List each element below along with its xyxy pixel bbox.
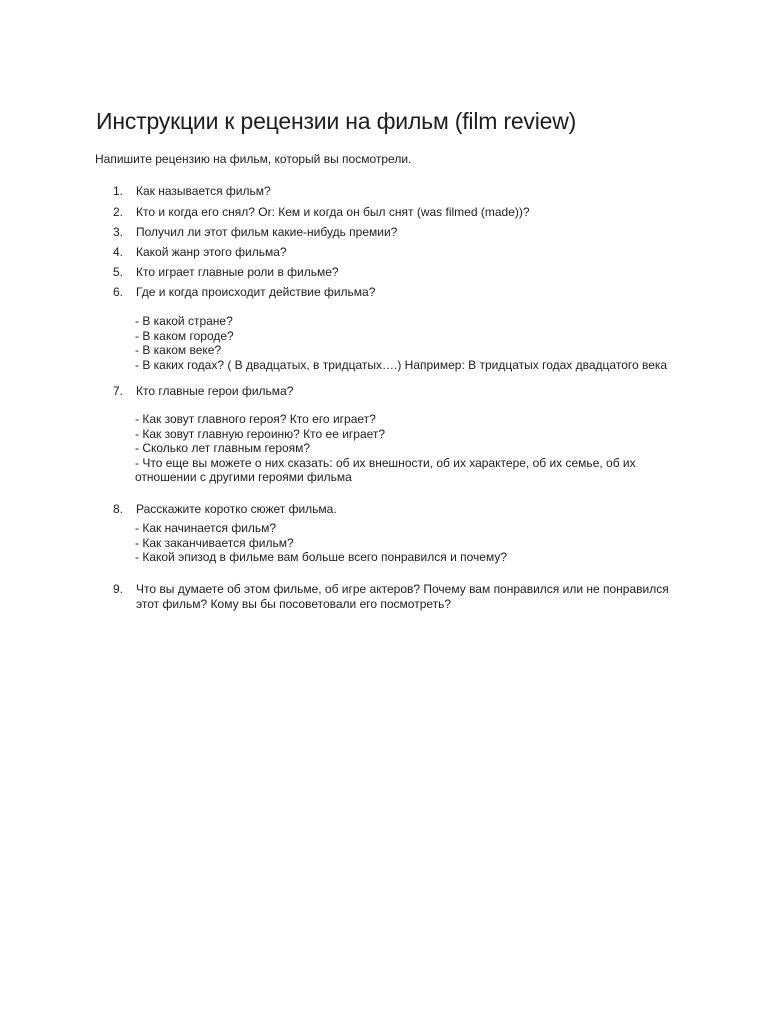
- sub-item: - Сколько лет главным героям?: [135, 441, 311, 455]
- sub-item: - Что еще вы можете о них сказать: об их внешности, об их характере, об их семье, об их: [135, 455, 636, 470]
- sub-item: - Как начинается фильм?: [135, 521, 277, 535]
- question-number: 3.: [113, 225, 124, 239]
- question-number: 4.: [113, 245, 124, 259]
- sub-item: - Какой эпизод в фильме вам больше всего понравился и почему?: [135, 550, 508, 564]
- sub-item: - В каких годах? ( В двадцатых, в тридцатых….) Например: В тридцатых годах двадцатого века: [135, 357, 668, 372]
- sub-list-8: [135, 521, 507, 565]
- question-text: этот фильм? Кому вы бы посоветовали его посмотреть?: [136, 597, 452, 611]
- sub-item: - Как зовут главную героиню? Кто ее играет?: [135, 426, 386, 441]
- intro-text: Напишите рецензию на фильм, который вы посмотрели.: [95, 152, 412, 166]
- question-text: Как называется фильм?: [136, 184, 271, 198]
- sub-item: - Как зовут главного героя? Кто его играет?: [135, 412, 376, 426]
- question-number: 9.: [113, 582, 124, 596]
- question-number: 6.: [113, 285, 124, 299]
- question-number: 2.: [113, 205, 124, 219]
- document-title: Инструкции к рецензии на фильм (film review): [96, 108, 577, 134]
- sub-item: - В какой стране?: [135, 314, 233, 328]
- sub-list-6: [135, 314, 667, 372]
- question-text: Что вы думаете об этом фильме, об игре актеров? Почему вам понравился или не понравился: [136, 582, 669, 596]
- question-text: Кто и когда его снял? Or: Кем и когда он был снят (was filmed (made))?: [136, 205, 530, 219]
- sub-item: - В каком городе?: [135, 328, 234, 343]
- question-text: Кто играет главные роли в фильме?: [136, 265, 339, 279]
- question-number: 7.: [113, 384, 124, 398]
- question-text: Получил ли этот фильм какие-нибудь премии?: [136, 225, 398, 239]
- sub-item: отношении с другими героями фильма: [135, 470, 352, 484]
- question-text: Расскажите коротко сюжет фильма.: [136, 502, 337, 516]
- question-number: 1.: [113, 184, 124, 198]
- question-text: Какой жанр этого фильма?: [136, 245, 287, 259]
- question-text: Где и когда происходит действие фильма?: [136, 285, 376, 299]
- sub-list-7: [135, 412, 636, 485]
- sub-item: - В каком веке?: [135, 343, 222, 357]
- question-number: 5.: [113, 265, 124, 279]
- question-text: Кто главные герои фильма?: [136, 384, 294, 398]
- question-number: 8.: [113, 502, 124, 516]
- sub-item: - Как заканчивается фильм?: [135, 535, 294, 550]
